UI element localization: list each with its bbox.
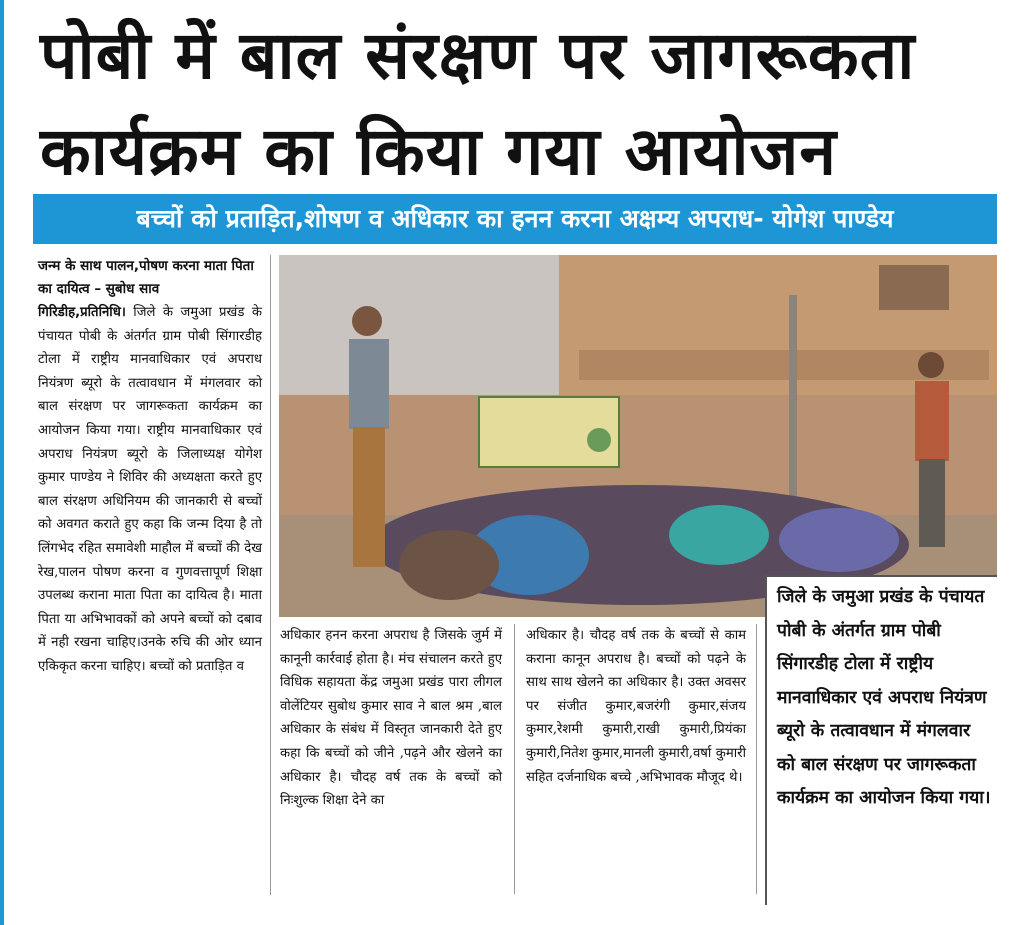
column-divider <box>756 624 757 894</box>
news-photo <box>279 255 997 617</box>
article-column-3: अधिकार है। चौदह वर्ष तक के बच्चों से काम कराना कानून अपराध है। बच्चों को पढ़ने के साथ साथ खेलने का अधिकार है। उक्त अवसर पर संजीत कुमार,बजरंगी कुमार,संजय कुमार,रेशमी कुमारी,राखी कुमारी,प्रियंका कुमारी,नितेश कुमार,मानली कुमारी,वर्षा कुमारी सहित दर्जनाधिक बच्चे ,अभिभावक मौजूद थे। <box>526 628 746 785</box>
column-1-text: जिले के जमुआ प्रखंड के पंचायत पोबी के अंतर्गत ग्राम पोबी सिंगारडीह टोला में राष्ट्रीय मानवाधिकार एवं अपराध नियंत्रण ब्यूरो के तत्वावधान में मंगलवार को बाल संरक्षण पर जागरूकता कार्यक्रम का आयोजन किया गया। राष्ट्रीय मानवाधिकार एवं अपराध नियंत्रण ब्यूरो के जिलाध्यक्ष योगेश कुमार पाण्डेय ने शिविर की अध्यक्षता करते हुए बाल संरक्षण अधिनियम की जानकारी से बच्चों को अवगत कराते हुए कहा कि जन्म दिया है तो लिंगभेद रहित समावेशी माहौल में बच्चों की देख रेख,पालन पोषण करना व गुणवत्तापूर्ण शिक्षा उपलब्ध कराना माता पिता का दायित्व है। माता पिता या अभिभावकों को अपने बच्चों को दबाव में नही रखना चाहिए।उनके रुचि की ओर ध्यान एकिकृत करना चाहिए। बच्चों को प्रताड़ित व <box>38 305 262 674</box>
photo-scene <box>279 255 997 617</box>
kicker: जन्म के साथ पालन,पोषण करना माता पिता का दायित्व – सुबोध साव <box>38 258 254 297</box>
child-brown <box>399 530 499 600</box>
headline-line-2: कार्यक्रम का किया गया आयोजन <box>40 113 838 190</box>
headline <box>40 8 1000 200</box>
shirt <box>915 381 949 461</box>
child-purple <box>779 508 899 572</box>
article-column-1 <box>38 255 262 679</box>
head <box>352 306 382 336</box>
head <box>918 352 944 378</box>
dateline: गिरिडीह,प्रतिनिधि। <box>38 305 126 320</box>
column-divider <box>514 624 515 894</box>
child-teal <box>669 505 769 565</box>
subheadline-bar: बच्चों को प्रताड़ित,शोषण व अधिकार का हनन करना अक्षम्य अपराध- योगेश पाण्डेय <box>33 194 997 244</box>
shirt <box>349 339 389 429</box>
window-icon <box>879 265 949 310</box>
column-divider <box>270 255 271 895</box>
photo-caption: जिले के जमुआ प्रखंड के पंचायत पोबी के अंतर्गत ग्राम पोबी सिंगारडीह टोला में राष्ट्रीय मानवाधिकार एवं अपराध नियंत्रण ब्यूरो के तत्वावधान में मंगलवार को बाल संरक्षण पर जागरूकता कार्यक्रम का आयोजन किया गया। <box>765 575 997 905</box>
article-column-2: अधिकार हनन करना अपराध है जिसके जुर्म में कानूनी कार्रवाई होता है। मंच संचालन करते हुए विधिक सहायता केंद्र जमुआ प्रखंड पारा लीगल वोलेंटियर सुबोध कुमार साव ने बाल श्रम ,बाल अधिकार के संबंध में विस्तृत जानकारी देते हुए कहा कि बच्चों को जीने ,पढ़ने और खेलने का अधिकार है। चौदह वर्ष तक के बच्चों को निःशुल्क शिक्षा देने का <box>280 628 502 809</box>
page-edge-mark <box>0 0 4 925</box>
trousers <box>353 427 385 567</box>
banner-logo-icon <box>587 428 611 452</box>
standing-man-right <box>915 352 949 547</box>
standing-man-left <box>349 306 389 567</box>
trousers <box>919 459 945 547</box>
headline-line-1: पोबी में बाल संरक्षण पर जागरूकता <box>40 17 916 94</box>
